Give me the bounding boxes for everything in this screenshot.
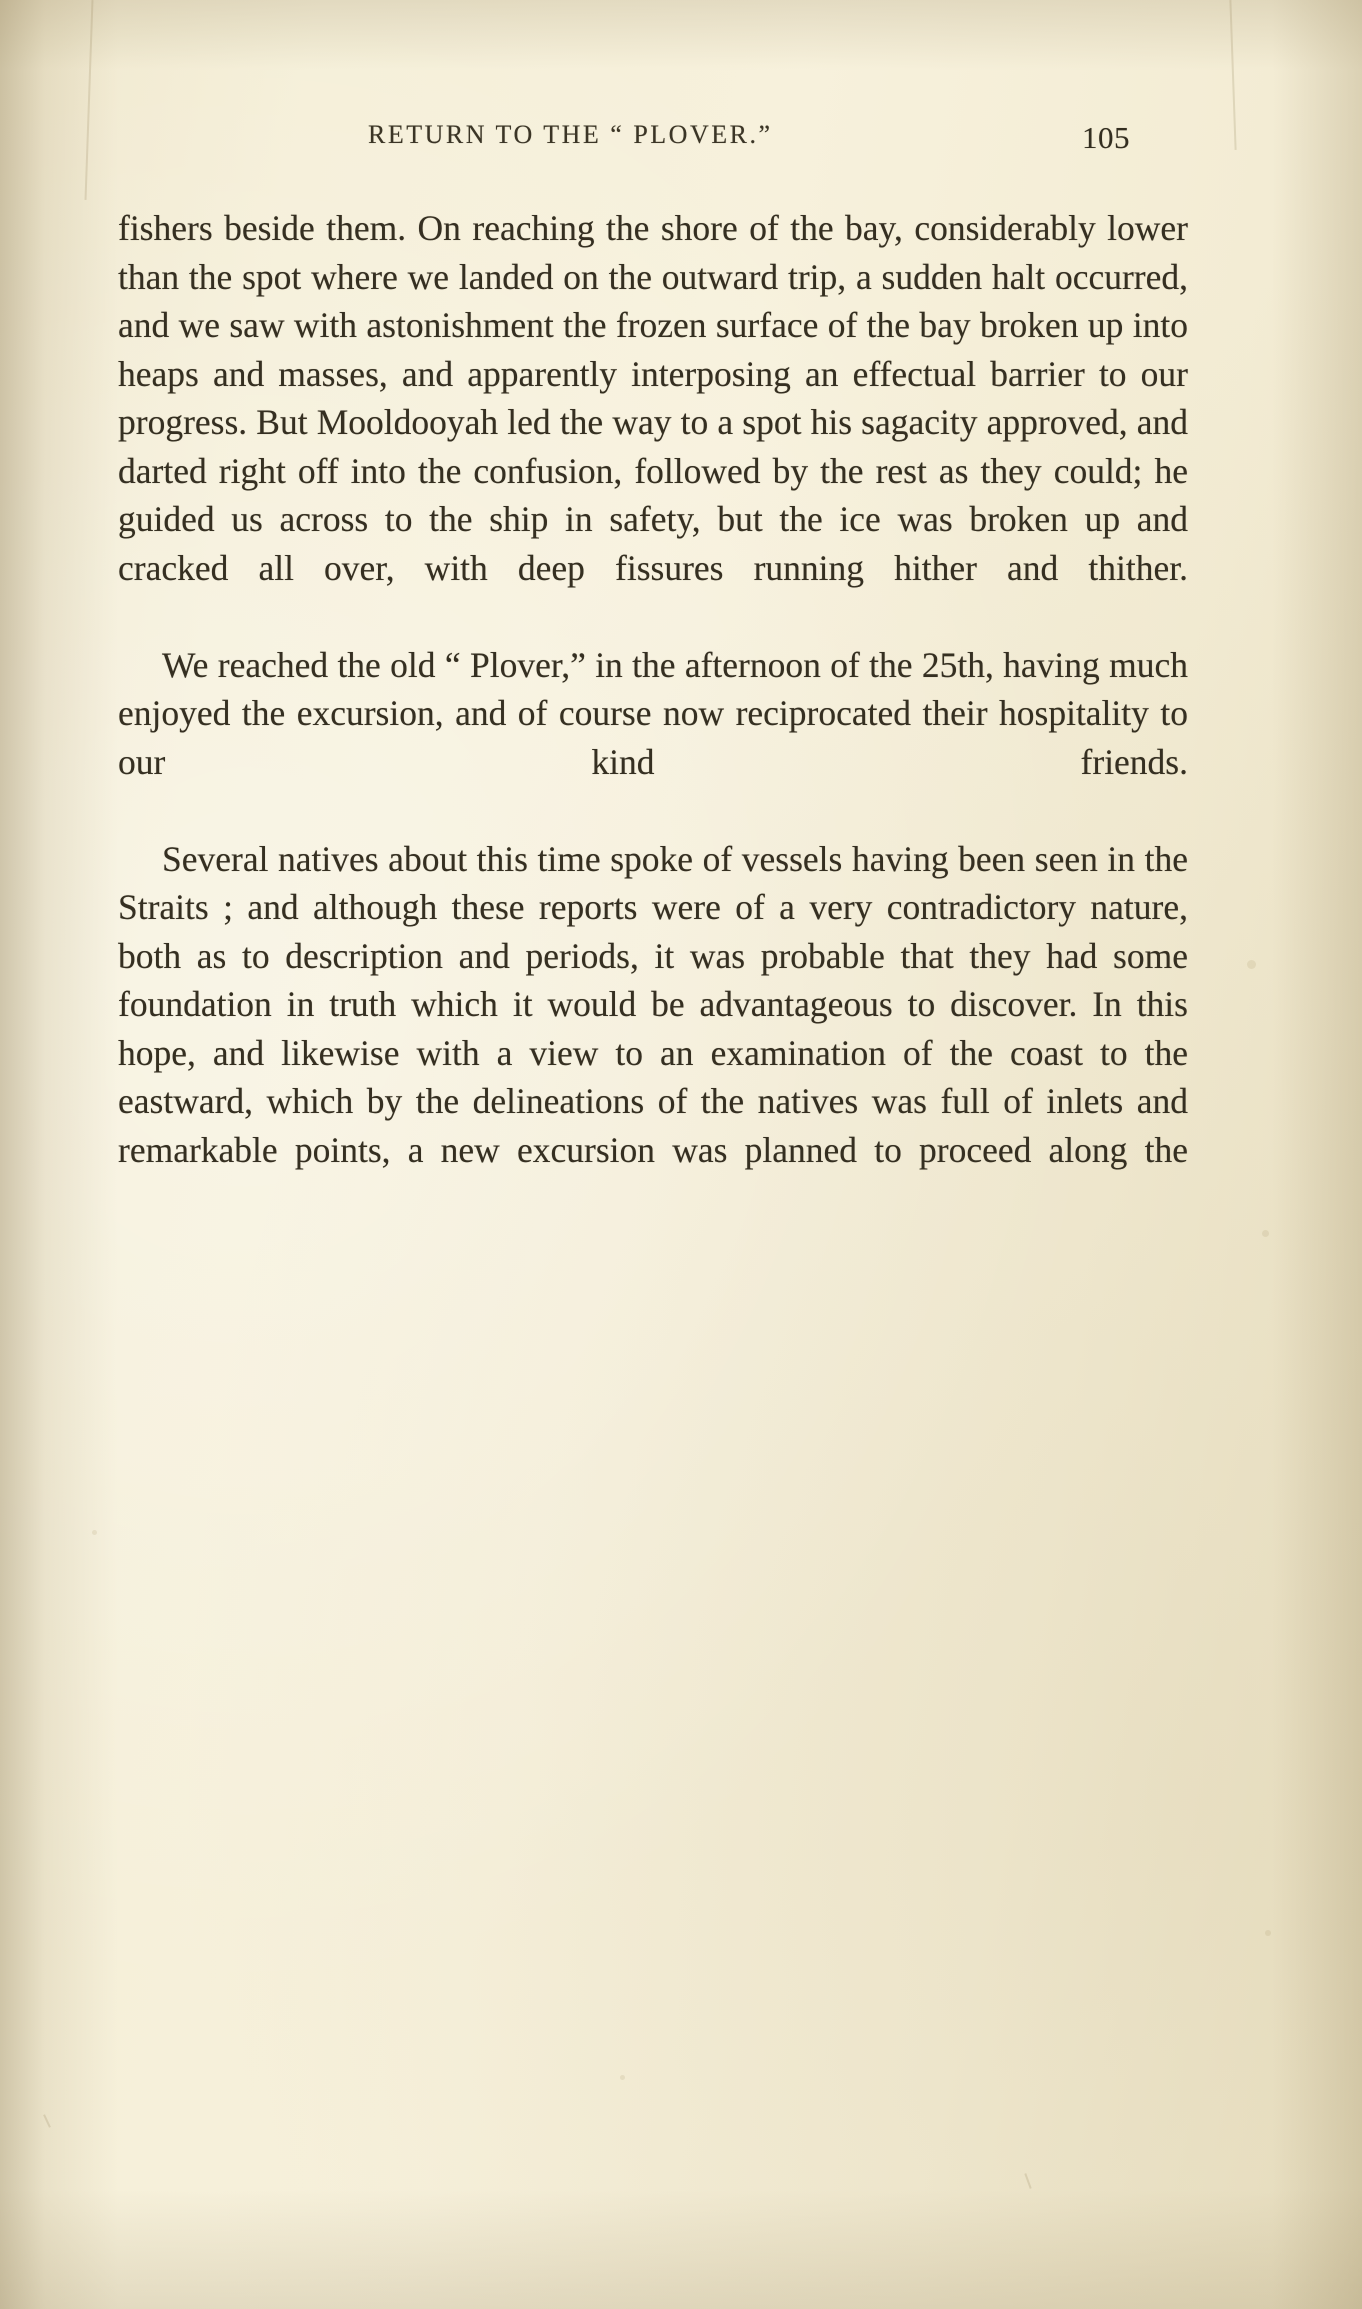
scan-scratch	[43, 2114, 51, 2128]
paragraph: Several natives about this time spoke of vessels having been seen in the Straits ; and although these reports were of a very contradictory nature, both as to description and periods, it was probable that they had some foundation in truth which it would be advantageous to discover. In this hope, and likewise with a view to an examination of the coast to the eastward, which by the delineations of the natives was full of inlets and remarkable points, a new excursion was planned to proceed along the	[118, 838, 1188, 1170]
paper-speckle	[92, 1530, 97, 1535]
paper-speckle	[1247, 960, 1256, 969]
paragraph: fishers beside them. On reaching the shore of the bay, considerably lower than the spot where we landed on the outward trip, a sudden halt occurred, and we saw with astonishment the frozen surface of the bay broken up into heaps and masses, and apparently interposing an effectual barrier to our progress. But Mooldooyah led the way to a spot his sagacity approved, and darted right off into the confusion, followed by the rest as they could; he guided us across to the ship in safety, but the ice was broken up and cracked all over, with deep fissures running hither and thither.	[118, 208, 1188, 588]
page-edge-shadow-top	[0, 0, 1362, 70]
binding-gutter-shadow	[0, 0, 118, 2309]
paper-speckle	[620, 2075, 625, 2080]
paragraph: We reached the old “ Plover,” in the afternoon of the 25th, having much enjoyed the excursion, and of course now reciprocated their hospitality to our kind friends.	[118, 644, 1188, 782]
page-number: 105	[1082, 120, 1130, 155]
paper-speckle	[1262, 1230, 1269, 1237]
running-title: RETURN TO THE “ PLOVER.”	[368, 120, 773, 149]
scan-scratch	[85, 0, 94, 200]
running-head	[118, 120, 1188, 174]
scan-scratch	[1024, 2173, 1031, 2189]
page-edge-shadow-right	[1272, 0, 1362, 2309]
scan-scratch	[1229, 0, 1236, 150]
text-column	[118, 120, 1188, 1223]
page-edge-shadow-bottom	[0, 2189, 1362, 2309]
paper-speckle	[1265, 1930, 1271, 1936]
body-text	[118, 204, 1188, 1223]
